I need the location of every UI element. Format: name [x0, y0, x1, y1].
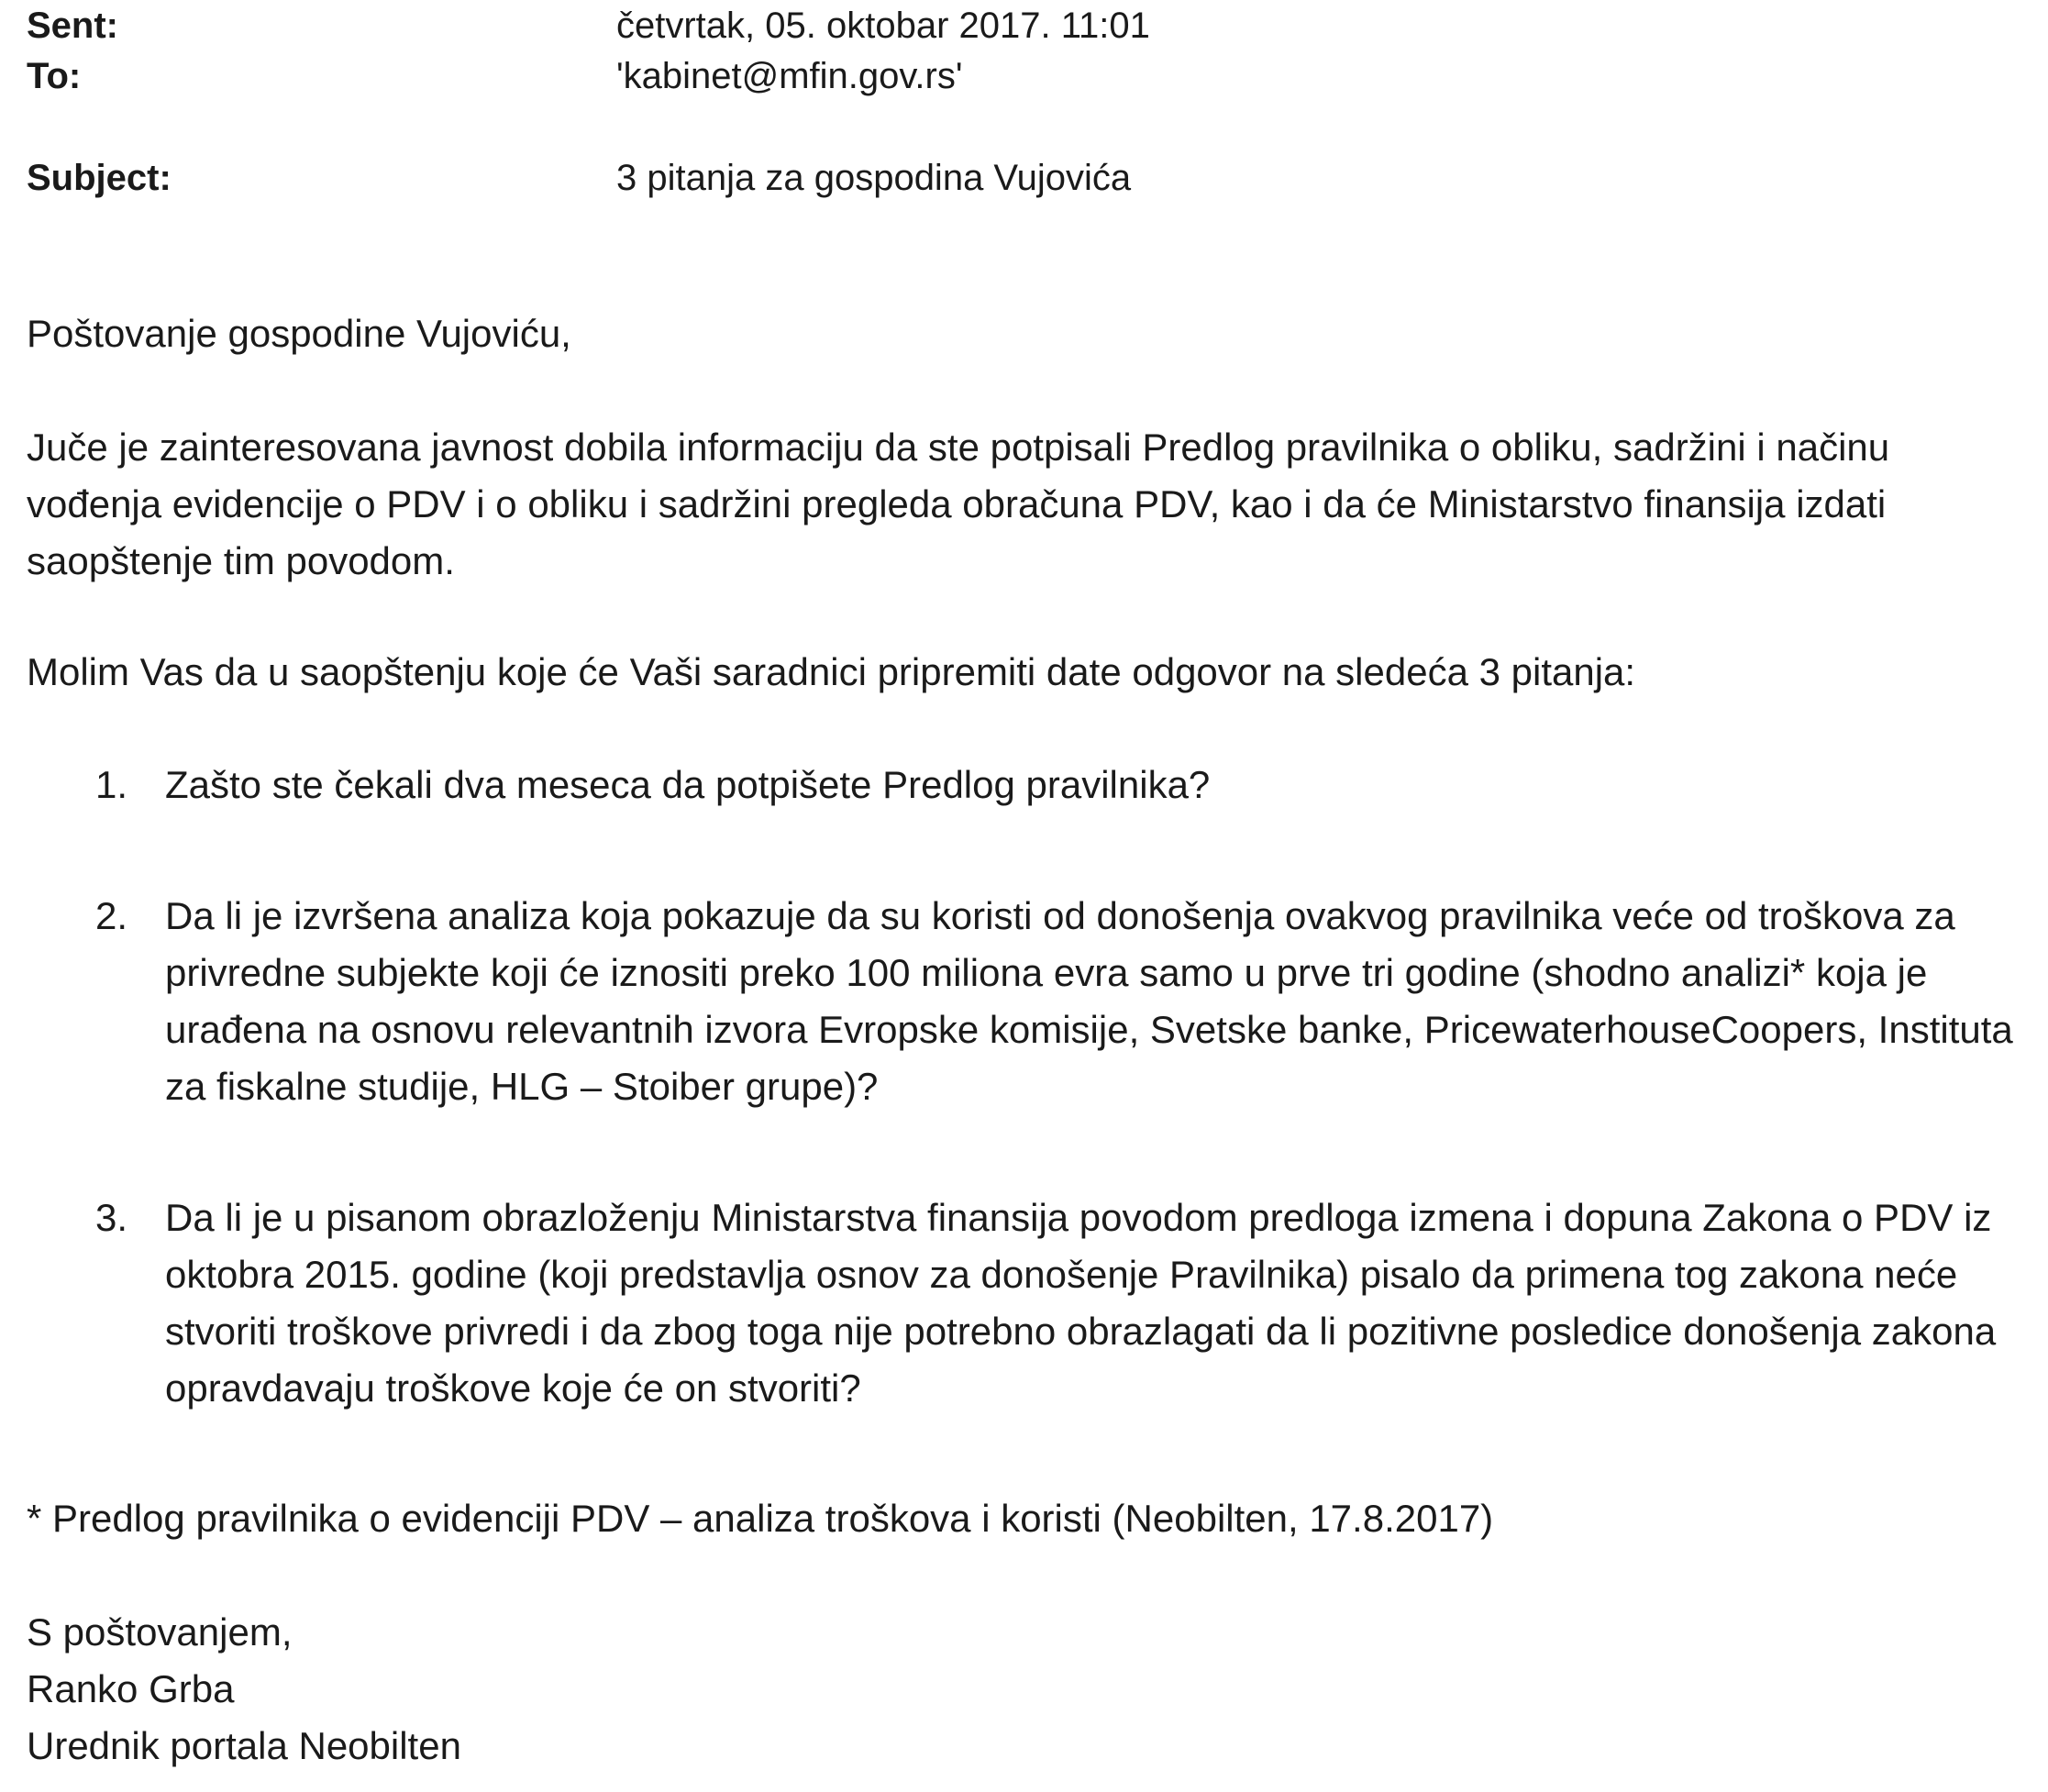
question-item-1 — [27, 757, 2035, 813]
question-text: Da li je u pisanom obrazloženju Ministarstva finansija povodom predloga izmena i dopuna Zakona o PDV iz oktobra 2015. godine (koji predstavlja osnov za donošenje Pravilnika) pisalo da primena tog zakona neće stvoriti troškove privredi i da zbog toga nije potrebno obrazlagati da li pozitivne posledice donošenja zakona opravdavaju troškove koje će on stvoriti? — [165, 1196, 1997, 1410]
question-text: Da li je izvršena analiza koja pokazuje da su koristi od donošenja ovakvog pravilnika veće od troškova za privredne subjekte koji će iznositi preko 100 miliona evra samo u prve tri godine (shodno analizi* koja je urađena na osnovu relevantnih izvora Evropske komisije, Svetske banke, PricewaterhouseCoopers, Instituta za fiskalne studije, HLG – Stoiber grupe)? — [165, 894, 2013, 1108]
signer-name: Ranko Grba — [27, 1667, 235, 1710]
to-value: 'kabinet@mfin.gov.rs' — [616, 56, 963, 96]
email-document — [27, 0, 2035, 1792]
question-item-2 — [27, 888, 2035, 1115]
greeting-line: Poštovanje gospodine Vujoviću, — [27, 312, 571, 355]
sent-label: Sent: — [27, 6, 118, 46]
closing-line: S poštovanjem, — [27, 1610, 293, 1654]
request-paragraph: Molim Vas da u saopštenju koje će Vaši saradnici pripremiti date odgovor na sledeća 3 pitanja: — [27, 650, 1636, 693]
question-item-3 — [27, 1189, 2035, 1417]
questions-list — [27, 757, 2035, 1417]
signer-role: Urednik portala Neobilten — [27, 1724, 461, 1767]
to-label: To: — [27, 56, 82, 96]
question-text: Zašto ste čekali dva meseca da potpišete Predlog pravilnika? — [165, 763, 1211, 806]
footnote: * Predlog pravilnika o evidenciji PDV – analiza troškova i koristi (Neobilten, 17.8.2017) — [27, 1497, 1494, 1540]
question-number: 1. — [95, 763, 128, 806]
intro-paragraph: Juče je zainteresovana javnost dobila informaciju da ste potpisali Predlog pravilnika o obliku, sadržini i načinu vođenja evidencije o PDV i o obliku i sadržini pregleda obračuna PDV, kao i da će Ministarstvo finansija izdati saopštenje tim povodom. — [27, 426, 1890, 582]
subject-label: Subject: — [27, 158, 172, 198]
sent-value: četvrtak, 05. oktobar 2017. 11:01 — [616, 6, 1150, 46]
subject-value: 3 pitanja za gospodina Vujovića — [616, 158, 1132, 198]
question-number: 3. — [95, 1196, 128, 1239]
question-number: 2. — [95, 894, 128, 937]
